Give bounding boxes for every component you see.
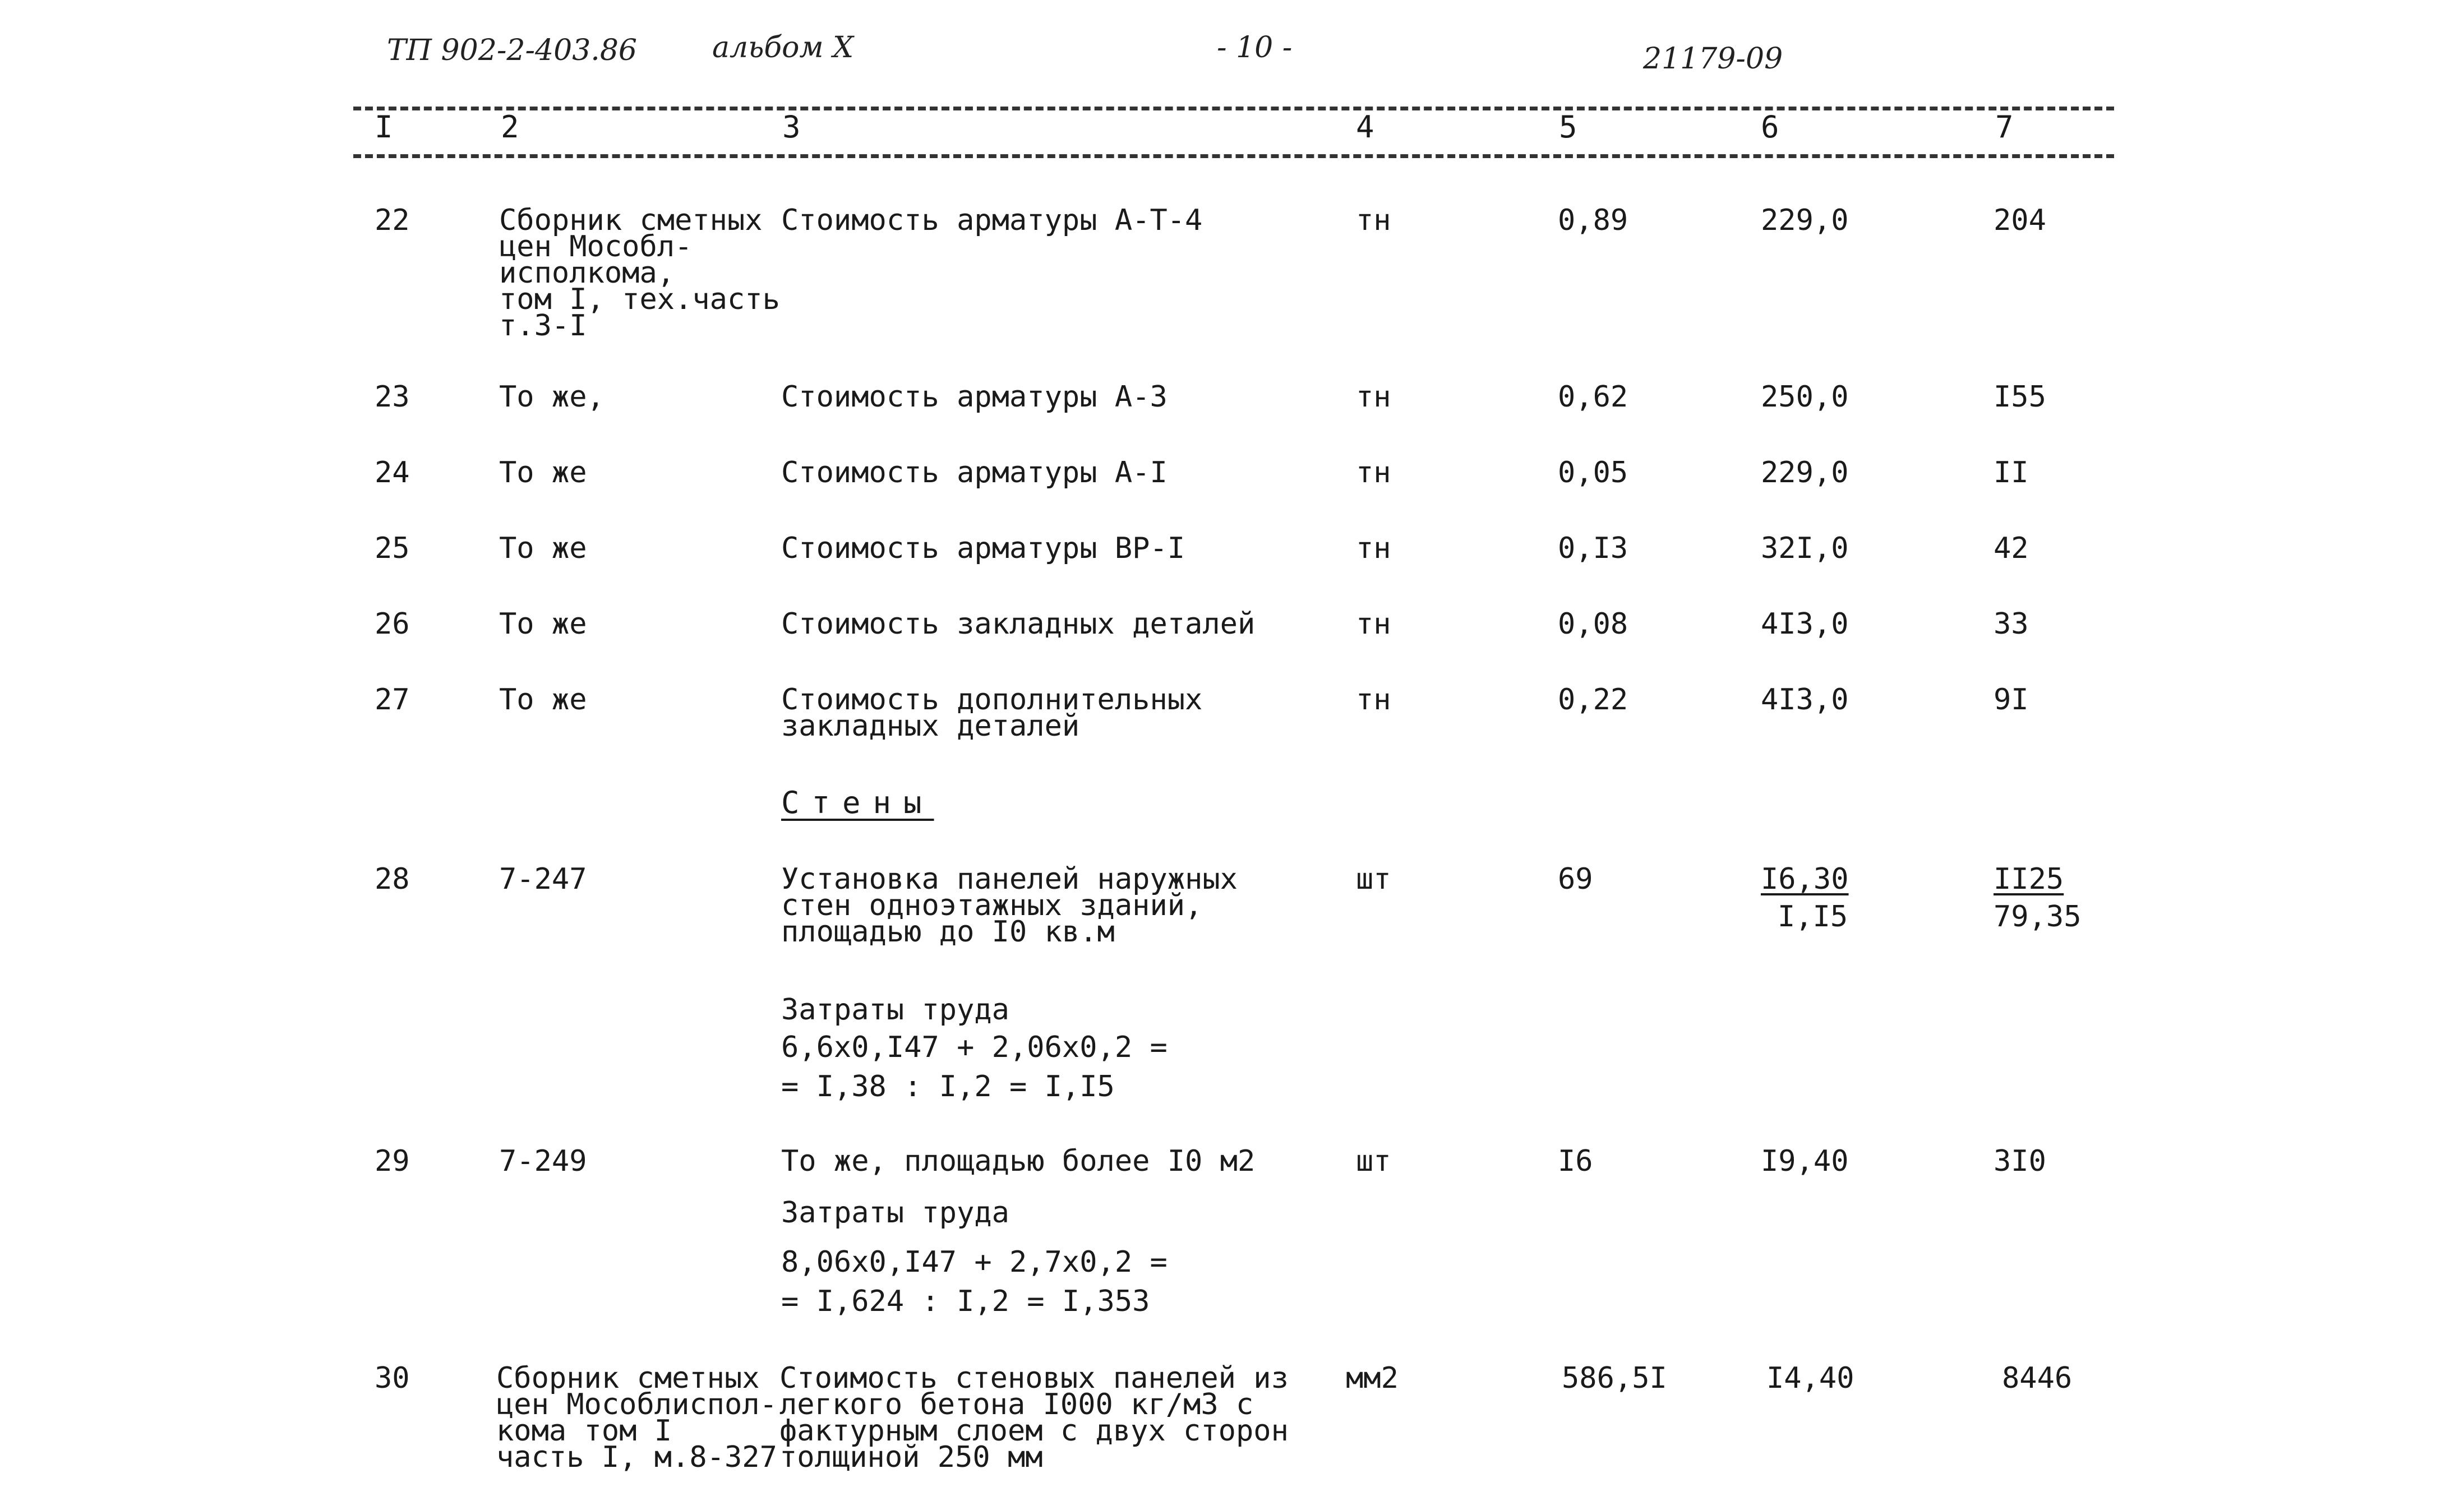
col-header-2: 2 bbox=[501, 109, 519, 145]
col-header-4: 4 bbox=[1356, 109, 1374, 145]
section-heading-walls: Стены bbox=[781, 785, 934, 820]
labor-formula-line: = I,624 : I,2 = I,353 bbox=[781, 1285, 1150, 1318]
row-total-numerator: II25 bbox=[1994, 862, 2064, 896]
row-source: То же bbox=[499, 607, 587, 641]
row-unit: тн bbox=[1356, 380, 1391, 414]
row-quantity: I6 bbox=[1558, 1144, 1593, 1178]
row-source: Сборник сметных цен Мособл- исполкома, том I, тех.часть т.3-I bbox=[499, 204, 780, 343]
row-number: 27 bbox=[375, 683, 410, 717]
row-price: 4I3,0 bbox=[1761, 607, 1849, 641]
row-source: 7-247 bbox=[499, 862, 587, 896]
row-number: 24 bbox=[375, 456, 410, 490]
row-price: I4,40 bbox=[1766, 1361, 1854, 1395]
col-header-3: 3 bbox=[782, 109, 801, 145]
row-total: 8446 bbox=[2002, 1361, 2073, 1395]
col-header-7: 7 bbox=[1995, 109, 2014, 145]
row-source: То же bbox=[499, 532, 587, 565]
row-source: То же bbox=[499, 456, 587, 490]
row-price: 229,0 bbox=[1761, 204, 1849, 237]
row-total: 3I0 bbox=[1994, 1144, 2046, 1178]
row-description: Установка панелей наружных стен одноэтажных зданий, площадью до I0 кв.м bbox=[781, 862, 1238, 949]
row-description: Стоимость стеновых панелей из легкого бетона I000 кг/м3 с фактурным слоем с двух сторон толщиной 250 мм bbox=[779, 1361, 1289, 1474]
col-header-1: I bbox=[375, 109, 393, 145]
doc-code: ТП 902-2-403.86 bbox=[387, 34, 637, 67]
row-unit: шт bbox=[1356, 862, 1391, 896]
row-quantity: 0,08 bbox=[1558, 607, 1628, 641]
row-quantity: 586,5I bbox=[1562, 1361, 1667, 1395]
row-price: 250,0 bbox=[1761, 380, 1849, 414]
row-price-denominator: I,I5 bbox=[1778, 900, 1848, 934]
row-total: 204 bbox=[1994, 204, 2046, 237]
row-price-numerator: I6,30 bbox=[1761, 862, 1849, 896]
row-unit: тн bbox=[1356, 607, 1391, 641]
row-description: Стоимость арматуры А-3 bbox=[781, 380, 1168, 414]
row-unit: шт bbox=[1356, 1144, 1391, 1178]
row-quantity: 0,I3 bbox=[1558, 532, 1628, 565]
row-total: 33 bbox=[1994, 607, 2029, 641]
row-description: Стоимость закладных деталей bbox=[781, 607, 1256, 641]
row-description: Стоимость арматуры ВР-I bbox=[781, 532, 1185, 565]
row-number: 22 bbox=[375, 204, 410, 237]
labor-formula-line: 6,6x0,I47 + 2,06x0,2 = bbox=[781, 1031, 1168, 1064]
row-description: Стоимость дополнительных закладных деталей bbox=[781, 683, 1203, 743]
row-quantity: 0,22 bbox=[1558, 683, 1628, 717]
row-description: То же, площадью более I0 м2 bbox=[781, 1144, 1256, 1178]
row-unit: тн bbox=[1356, 532, 1391, 565]
row-description: Стоимость арматуры А-Т-4 bbox=[781, 204, 1203, 237]
row-quantity: 0,62 bbox=[1558, 380, 1628, 414]
row-total: II bbox=[1994, 456, 2029, 490]
row-total: 9I bbox=[1994, 683, 2029, 717]
page-number: - 10 - bbox=[1217, 31, 1293, 64]
row-total-denominator: 79,35 bbox=[1994, 900, 2082, 934]
row-source: 7-249 bbox=[499, 1144, 587, 1178]
header-rule-top bbox=[353, 107, 2114, 110]
row-source: Сборник сметных цен Мособлиспол- кома том I часть I, м.8-327 bbox=[496, 1361, 777, 1474]
doc-reference: 21179-09 bbox=[1643, 42, 1783, 76]
row-source: То же bbox=[499, 683, 587, 717]
row-unit: тн bbox=[1356, 204, 1391, 237]
col-header-6: 6 bbox=[1761, 109, 1779, 145]
row-description: Стоимость арматуры А-I bbox=[781, 456, 1168, 490]
labor-formula-line: = I,38 : I,2 = I,I5 bbox=[781, 1070, 1115, 1103]
row-quantity: 69 bbox=[1558, 862, 1593, 896]
row-quantity: 0,05 bbox=[1558, 456, 1628, 490]
row-number: 23 bbox=[375, 380, 410, 414]
row-number: 25 bbox=[375, 532, 410, 565]
row-number: 26 bbox=[375, 607, 410, 641]
labor-title: Затраты труда bbox=[781, 993, 1009, 1027]
album-label: альбом X bbox=[712, 31, 854, 64]
row-price: 229,0 bbox=[1761, 456, 1849, 490]
labor-formula-line: 8,06x0,I47 + 2,7x0,2 = bbox=[781, 1245, 1168, 1279]
header-rule-bottom bbox=[353, 154, 2114, 158]
row-total: I55 bbox=[1994, 380, 2046, 414]
row-source: То же, bbox=[499, 380, 605, 414]
col-header-5: 5 bbox=[1559, 109, 1577, 145]
labor-title: Затраты труда bbox=[781, 1196, 1009, 1230]
row-number: 28 bbox=[375, 862, 410, 896]
row-price: 4I3,0 bbox=[1761, 683, 1849, 717]
row-price: I9,40 bbox=[1761, 1144, 1849, 1178]
row-unit: тн bbox=[1356, 456, 1391, 490]
row-number: 29 bbox=[375, 1144, 410, 1178]
row-total: 42 bbox=[1994, 532, 2029, 565]
row-number: 30 bbox=[375, 1361, 410, 1395]
row-unit: мм2 bbox=[1346, 1361, 1399, 1395]
row-unit: тн bbox=[1356, 683, 1391, 717]
row-price: 32I,0 bbox=[1761, 532, 1849, 565]
row-quantity: 0,89 bbox=[1558, 204, 1628, 237]
